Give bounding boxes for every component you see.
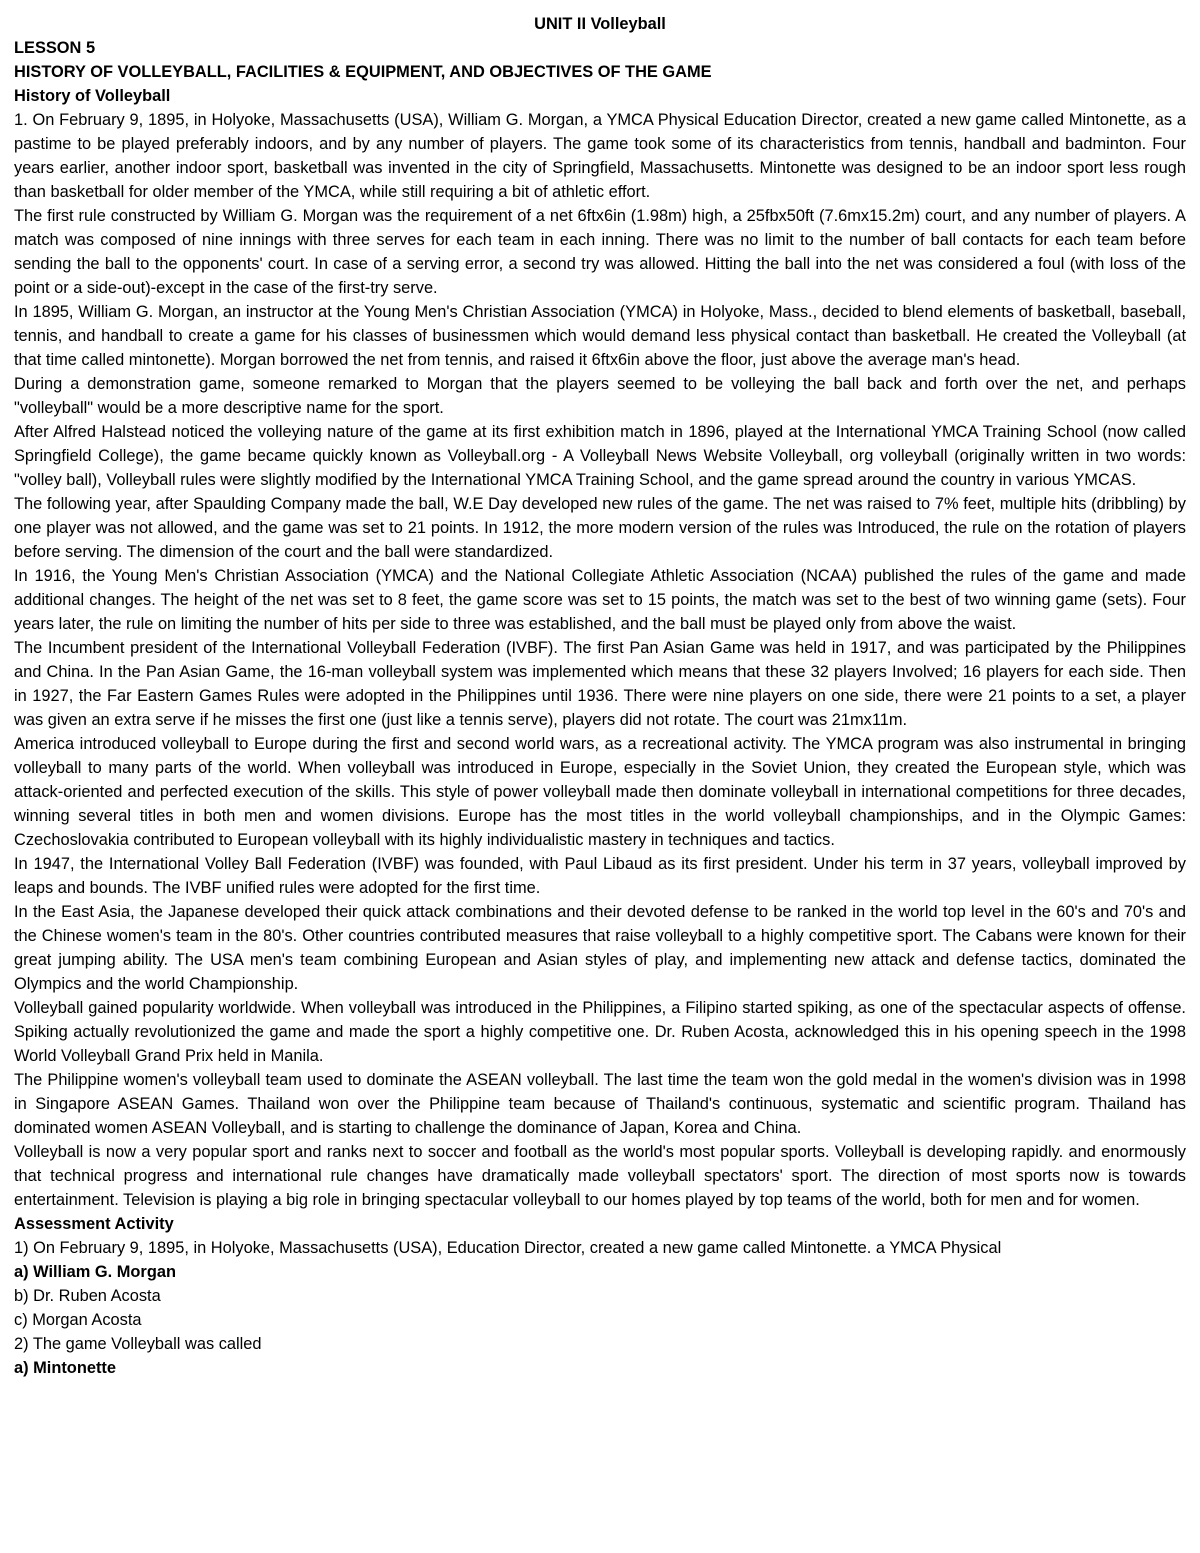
paragraph: During a demonstration game, someone remarked to Morgan that the players seemed to be volleying the ball back and forth over the net, and perhaps "volleyball" would be a more descriptive name for the sport. xyxy=(14,375,1186,417)
paragraph: The first rule constructed by William G. Morgan was the requirement of a net 6ftx6in (1.98m) high, a 25fbx50ft (7.6mx15.2m) court, and any number of players. A match was composed of nine innings with three serves for each team in each inning. There was no limit to the number of ball contacts for each team before sending the ball to the opponents' court. In case of a serving error, a second try was allowed. Hitting the ball into the net was considered a foul (with loss of the point or a side-out)-except in the case of the first-try serve. xyxy=(14,207,1186,297)
paragraph: Volleyball is now a very popular sport and ranks next to soccer and football as the world's most popular sports. Volleyball is developing rapidly. and enormously that technical progress and international rule changes have dramatically made volleyball spectators' sport. The direction of most sports now is towards entertainment. Television is playing a big role in bringing spectacular volleyball to our homes played by top teams of the world, both for men and for women. xyxy=(14,1143,1186,1209)
paragraph: The Philippine women's volleyball team used to dominate the ASEAN volleyball. The last time the team won the gold medal in the women's division was in 1998 in Singapore ASEAN Games. Thailand won over the Philippine team because of Thailand's continuous, systematic and scientific program. Thailand has dominated women ASEAN Volleyball, and is starting to challenge the dominance of Japan, Korea and China. xyxy=(14,1071,1186,1137)
question-1-option-b: b) Dr. Ruben Acosta xyxy=(14,1287,161,1305)
question-2-option-a: a) Mintonette xyxy=(14,1359,116,1377)
question-1: 1) On February 9, 1895, in Holyoke, Massachusetts (USA), Education Director, created a new game called Mintonette. a YMCA Physical xyxy=(14,1239,1002,1257)
paragraph: In 1947, the International Volley Ball Federation (IVBF) was founded, with Paul Libaud as its first president. Under his term in 37 years, volleyball improved by leaps and bounds. The IVBF unified rules were adopted for the first time. xyxy=(14,855,1186,897)
document-page xyxy=(14,12,1186,1380)
paragraph: The Incumbent president of the International Volleyball Federation (IVBF). The first Pan Asian Game was held in 1917, and was participated by the Philippines and China. In the Pan Asian Game, the 16-man volleyball system was implemented which means that these 32 players Involved; 16 players for each side. Then in 1927, the Far Eastern Games Rules were adopted in the Philippines until 1936. There were nine players on one side, there were 21 points to a set, a player was given an extra serve if he misses the first one (just like a tennis serve), players did not rotate. The court was 21mx11m. xyxy=(14,639,1186,729)
assessment-heading: Assessment Activity xyxy=(14,1215,174,1233)
lesson-number: LESSON 5 xyxy=(14,39,96,57)
section-heading: History of Volleyball xyxy=(14,87,171,105)
lesson-title: HISTORY OF VOLLEYBALL, FACILITIES & EQUIPMENT, AND OBJECTIVES OF THE GAME xyxy=(14,63,712,81)
paragraph: 1. On February 9, 1895, in Holyoke, Massachusetts (USA), William G. Morgan, a YMCA Physical Education Director, created a new game called Mintonette, as a pastime to be played preferably indoors, and by any number of players. The game took some of its characteristics from tennis, handball and badminton. Four years earlier, another indoor sport, basketball was invented in the city of Springfield, Massachusetts. Mintonette was designed to be an indoor sport less rough than basketball for older member of the YMCA, while still requiring a bit of athletic effort. xyxy=(14,111,1186,201)
paragraph: Volleyball gained popularity worldwide. When volleyball was introduced in the Philippines, a Filipino started spiking, as one of the spectacular aspects of offense. Spiking actually revolutionized the game and made the sport a highly competitive one. Dr. Ruben Acosta, acknowledged this in his opening speech in the 1998 World Volleyball Grand Prix held in Manila. xyxy=(14,999,1186,1065)
paragraph: After Alfred Halstead noticed the volleying nature of the game at its first exhibition match in 1896, played at the International YMCA Training School (now called Springfield College), the game became quickly known as Volleyball.org - A Volleyball News Website Volleyball, org volleyball (originally written in two words: "volley ball), Volleyball rules were slightly modified by the International YMCA Training School, and the game spread around the country in various YMCAS. xyxy=(14,423,1186,489)
question-1-option-a: a) William G. Morgan xyxy=(14,1263,176,1281)
paragraph: In 1916, the Young Men's Christian Association (YMCA) and the National Collegiate Athletic Association (NCAA) published the rules of the game and made additional changes. The height of the net was set to 8 feet, the game score was set to 15 points, the match was set to the best of two winning game (sets). Four years later, the rule on limiting the number of hits per side to three was established, and the ball must be played only from above the waist. xyxy=(14,567,1186,633)
paragraph: In the East Asia, the Japanese developed their quick attack combinations and their devoted defense to be ranked in the world top level in the 60's and 70's and the Chinese women's team in the 80's. Other countries contributed measures that raise volleyball to a highly competitive sport. The Cabans were known for their great jumping ability. The USA men's team combining European and Asian styles of play, and implementing new attack and defense tactics, dominated the Olympics and the world Championship. xyxy=(14,903,1186,993)
paragraph: In 1895, William G. Morgan, an instructor at the Young Men's Christian Association (YMCA) in Holyoke, Mass., decided to blend elements of basketball, baseball, tennis, and handball to create a game for his classes of businessmen which would demand less physical contact than basketball. He created the Volleyball (at that time called mintonette). Morgan borrowed the net from tennis, and raised it 6ftx6in above the floor, just above the average man's head. xyxy=(14,303,1186,369)
question-2: 2) The game Volleyball was called xyxy=(14,1335,262,1353)
document-title: UNIT II Volleyball xyxy=(534,15,666,33)
paragraph: The following year, after Spaulding Company made the ball, W.E Day developed new rules of the game. The net was raised to 7% feet, multiple hits (dribbling) by one player was not allowed, and the game was set to 21 points. In 1912, the more modern version of the rules was Introduced, the rule on the rotation of players before serving. The dimension of the court and the ball were standardized. xyxy=(14,495,1186,561)
paragraph: America introduced volleyball to Europe during the first and second world wars, as a recreational activity. The YMCA program was also instrumental in bringing volleyball to many parts of the world. When volleyball was introduced in Europe, especially in the Soviet Union, they created the European style, which was attack-oriented and perfected execution of the skills. This style of power volleyball made then dominate volleyball in international competitions for three decades, winning several titles in both men and women divisions. Europe has the most titles in the world volleyball championships, and in the Olympic Games: Czechoslovakia contributed to European volleyball with its highly individualistic mastery in techniques and tactics. xyxy=(14,735,1186,849)
question-1-option-c: c) Morgan Acosta xyxy=(14,1311,142,1329)
